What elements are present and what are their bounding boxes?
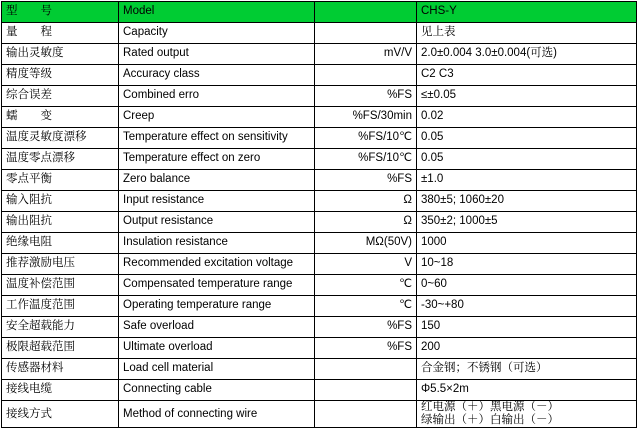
cell-unit: %FS [315,317,417,338]
cell-parameter-cn: 极限超载范围 [2,338,119,359]
cell-unit: %FS/30min [315,107,417,128]
cell-parameter-en: Capacity [119,23,315,44]
cell-parameter-en: Load cell material [119,359,315,380]
cell-unit: %FS [315,170,417,191]
cell-parameter-cn: 安全超载能力 [2,317,119,338]
cell-parameter-cn: 输出阻抗 [2,212,119,233]
cell-value: 红电源（＋）黑电源（－） 绿输出（＋）白输出（－） [417,401,637,428]
cell-parameter-en: Method of connecting wire [119,401,315,428]
cell-parameter-en: Temperature effect on sensitivity [119,128,315,149]
cell-unit: %FS [315,86,417,107]
specification-table [1,1,637,428]
cell-unit: %FS/10℃ [315,149,417,170]
cell-parameter-cn: 工作温度范围 [2,296,119,317]
cell-value: 200 [417,338,637,359]
cell-unit [315,401,417,428]
cell-value: ±1.0 [417,170,637,191]
cell-unit [315,65,417,86]
cell-parameter-en: Connecting cable [119,380,315,401]
cell-parameter-en: Accuracy class [119,65,315,86]
header-cell-model-cn: 型 号 [2,2,119,23]
cell-parameter-en: Input resistance [119,191,315,212]
cell-unit [315,380,417,401]
cell-value: 0.02 [417,107,637,128]
table-row [2,338,637,359]
table-row [2,23,637,44]
cell-parameter-en: Combined erro [119,86,315,107]
header-cell-unit [315,2,417,23]
cell-value: 见上表 [417,23,637,44]
cell-value: 合金钢；不锈钢（可选） [417,359,637,380]
cell-parameter-cn: 量 程 [2,23,119,44]
cell-parameter-cn: 温度补偿范围 [2,275,119,296]
cell-unit: Ω [315,191,417,212]
table-row [2,296,637,317]
cell-parameter-en: Creep [119,107,315,128]
table-row [2,275,637,296]
cell-value: ≤±0.05 [417,86,637,107]
table-row [2,44,637,65]
cell-unit: %FS/10℃ [315,128,417,149]
cell-parameter-en: Rated output [119,44,315,65]
cell-parameter-cn: 接线电缆 [2,380,119,401]
cell-parameter-cn: 接线方式 [2,401,119,428]
table-row [2,254,637,275]
cell-parameter-cn: 温度灵敏度漂移 [2,128,119,149]
cell-value: 350±2; 1000±5 [417,212,637,233]
cell-unit: Ω [315,212,417,233]
table-row [2,233,637,254]
cell-parameter-cn: 蠕 变 [2,107,119,128]
cell-parameter-cn: 输出灵敏度 [2,44,119,65]
cell-parameter-cn: 零点平衡 [2,170,119,191]
cell-unit: ℃ [315,275,417,296]
table-row [2,65,637,86]
cell-parameter-en: Zero balance [119,170,315,191]
cell-value: 0.05 [417,149,637,170]
table-row [2,86,637,107]
cell-value: -30~+80 [417,296,637,317]
table-body [2,2,637,428]
cell-parameter-cn: 绝缘电阻 [2,233,119,254]
cell-value: 2.0±0.004 3.0±0.004(可选) [417,44,637,65]
cell-parameter-en: Temperature effect on zero [119,149,315,170]
table-row [2,212,637,233]
cell-parameter-en: Safe overload [119,317,315,338]
cell-unit [315,23,417,44]
header-cell-value: CHS-Y [417,2,637,23]
header-cell-model-en: Model [119,2,315,23]
cell-value: Φ5.5×2m [417,380,637,401]
cell-unit [315,359,417,380]
table-row [2,359,637,380]
cell-parameter-en: Operating temperature range [119,296,315,317]
cell-parameter-en: Output resistance [119,212,315,233]
cell-parameter-cn: 精度等级 [2,65,119,86]
cell-value: 0.05 [417,128,637,149]
cell-value: 10~18 [417,254,637,275]
table-row [2,380,637,401]
table-row [2,191,637,212]
table-row [2,107,637,128]
cell-value: 0~60 [417,275,637,296]
cell-parameter-cn: 综合误差 [2,86,119,107]
cell-unit: V [315,254,417,275]
cell-parameter-cn: 温度零点漂移 [2,149,119,170]
cell-value: 150 [417,317,637,338]
cell-value: 1000 [417,233,637,254]
table-header-row [2,2,637,23]
cell-parameter-cn: 传感器材料 [2,359,119,380]
cell-unit: mV/V [315,44,417,65]
cell-value: C2 C3 [417,65,637,86]
cell-unit: ℃ [315,296,417,317]
cell-parameter-en: Recommended excitation voltage [119,254,315,275]
cell-parameter-en: Compensated temperature range [119,275,315,296]
table-row [2,149,637,170]
cell-parameter-cn: 输入阻抗 [2,191,119,212]
table-row [2,170,637,191]
cell-parameter-en: Ultimate overload [119,338,315,359]
table-row [2,401,637,428]
cell-unit: %FS [315,338,417,359]
table-row [2,128,637,149]
cell-unit: MΩ(50V) [315,233,417,254]
table-row [2,317,637,338]
cell-parameter-cn: 推荐激励电压 [2,254,119,275]
cell-value: 380±5; 1060±20 [417,191,637,212]
cell-parameter-en: Insulation resistance [119,233,315,254]
